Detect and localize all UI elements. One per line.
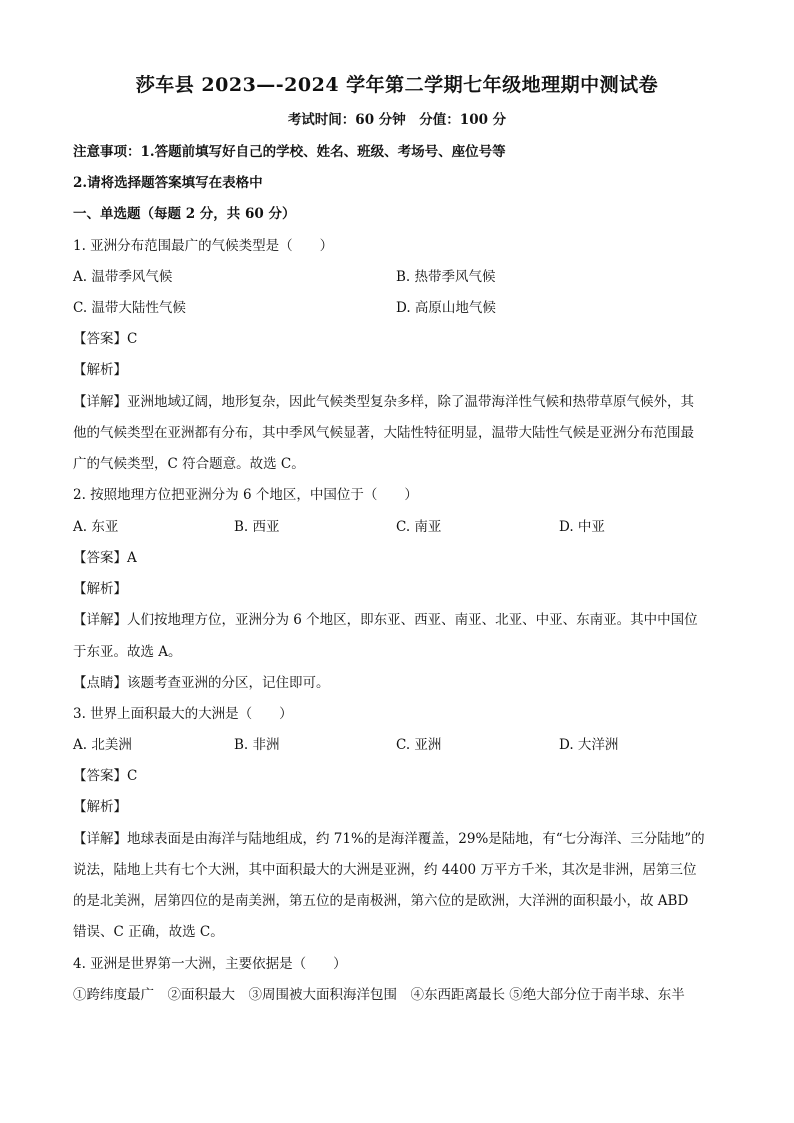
question-3-option-b: B. 非洲 (234, 737, 280, 753)
question-2-option-b: B. 西亚 (234, 519, 280, 535)
question-3-option-d: D. 大洋洲 (559, 737, 619, 753)
question-2-option-a: A. 东亚 (73, 519, 119, 535)
exam-info: 考试时间：60 分钟 分值：100 分 (287, 112, 507, 128)
question-1-analysis-label: 【解析】 (73, 362, 127, 378)
question-1-detail-line-3: 广的气候类型，C 符合题意。故选 C。 (73, 456, 305, 472)
question-3-detail-line-2: 说法，陆地上共有七个大洲，其中面积最大的大洲是亚洲，约 4400 万平方千米，其次是非洲，居第三位 (73, 862, 697, 878)
question-4-stem: 4. 亚洲是世界第一大洲，主要依据是（ ） (73, 956, 347, 972)
question-3-answer: 【答案】C (73, 768, 138, 784)
question-1-detail-line-2: 他的气候类型在亚洲都有分布，其中季风气候显著，大陆性特征明显，温带大陆性气候是亚洲分布范围最 (73, 425, 694, 441)
notice-line-1: 注意事项：1.答题前填写好自己的学校、姓名、班级、考场号、座位号等 (73, 144, 506, 160)
question-2-stem: 2. 按照地理方位把亚洲分为 6 个地区，中国位于（ ） (73, 487, 418, 503)
question-2-analysis-label: 【解析】 (73, 581, 127, 597)
section-heading: 一、单选题（每题 2 分，共 60 分） (73, 206, 296, 222)
question-2-option-d: D. 中亚 (559, 519, 605, 535)
question-1-answer: 【答案】C (73, 331, 138, 347)
question-3-detail-line-1: 【详解】地球表面是由海洋与陆地组成，约 71%的是海洋覆盖，29%是陆地，有“七分海洋、三分陆地”的 (73, 831, 705, 847)
question-1-option-a: A. 温带季风气候 (73, 269, 173, 285)
question-3-option-c: C. 亚洲 (396, 737, 442, 753)
question-3-stem: 3. 世界上面积最大的大洲是（ ） (73, 706, 293, 722)
question-4-items: ①跨纬度最广 ②面积最大 ③周围被大面积海洋包围 ④东西距离最长 ⑤绝大部分位于南半球、东半 (73, 987, 685, 1003)
question-1-stem: 1. 亚洲分布范围最广的气候类型是（ ） (73, 238, 334, 254)
question-1-option-c: C. 温带大陆性气候 (73, 300, 186, 316)
question-2-detail-line-1: 【详解】人们按地理方位，亚洲分为 6 个地区，即东亚、西亚、南亚、北亚、中亚、东南亚。其中中国位 (73, 612, 698, 628)
question-1-option-d: D. 高原山地气候 (396, 300, 496, 316)
question-3-detail-line-3: 的是北美洲，居第四位的是南美洲，第五位的是南极洲，第六位的是欧洲，大洋洲的面积最小，故 ABD (73, 893, 689, 909)
question-2-option-c: C. 南亚 (396, 519, 442, 535)
question-2-answer: 【答案】A (73, 550, 137, 566)
question-1-detail-line-1: 【详解】亚洲地域辽阔，地形复杂，因此气候类型复杂多样，除了温带海洋性气候和热带草原气候外，其 (73, 394, 694, 410)
question-2-detail-line-2: 于东亚。故选 A。 (73, 644, 182, 660)
question-3-detail-line-4: 错误、C 正确，故选 C。 (73, 924, 224, 940)
question-1-option-b: B. 热带季风气候 (396, 269, 496, 285)
page-title: 莎车县 2023—-2024 学年第二学期七年级地理期中测试卷 (135, 74, 659, 96)
question-3-option-a: A. 北美洲 (73, 737, 132, 753)
notice-line-2: 2.请将选择题答案填写在表格中 (73, 175, 263, 191)
question-3-analysis-label: 【解析】 (73, 799, 127, 815)
question-2-point: 【点睛】该题考查亚洲的分区，记住即可。 (73, 675, 330, 691)
